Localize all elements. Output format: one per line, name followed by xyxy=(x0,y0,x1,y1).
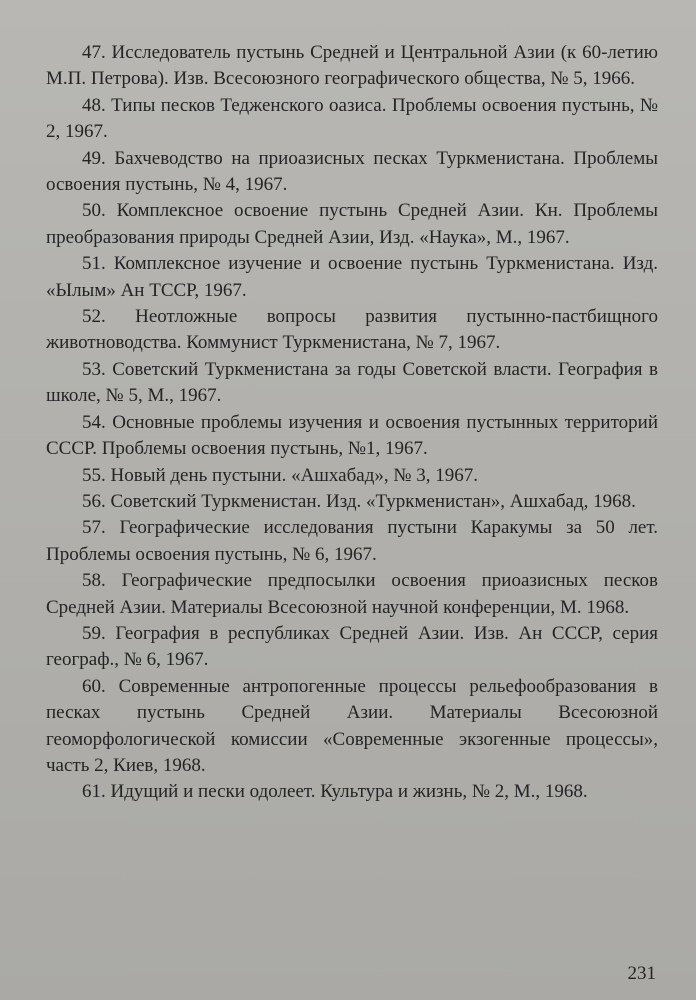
bibliography-entry: 55. Новый день пустыни. «Ашхабад», № 3, 1967. xyxy=(82,464,478,486)
bibliography-entry: 57. Географические исследования пустыни Каракумы за 50 лет. Проблемы освоения пустынь, № 6, 1967. xyxy=(46,517,658,565)
bibliography-entry: 50. Комплексное освоение пустынь Средней Азии. Кн. Проблемы преобразования природы Средней Азии, Изд. «Наука», М., 1967. xyxy=(46,200,658,248)
bibliography-entry: 59. География в республиках Средней Азии. Изв. Ан СССР, серия географ., № 6, 1967. xyxy=(46,622,658,671)
bibliography-entry: 52. Неотложные вопросы развития пустынно-пастбищного животноводства. Коммунист Туркменистана, № 7, 1967. xyxy=(46,306,658,354)
bibliography-entry: 48. Типы песков Тедженского оазиса. Проблемы освоения пустынь, № 2, 1967. xyxy=(46,94,658,143)
bibliography-entry: 61. Идущий и пески одолеет. Культура и жизнь, № 2, М., 1968. xyxy=(82,781,588,803)
bibliography-entry: 49. Бахчеводство на приоазисных песках Туркменистана. Проблемы освоения пустынь, № 4, 1967. xyxy=(46,147,658,196)
bibliography-entry: 54. Основные проблемы изучения и освоения пустынных территорий СССР. Проблемы освоения пустынь, №1, 1967. xyxy=(46,411,658,460)
bibliography-list xyxy=(46,40,658,806)
bibliography-entry: 47. Исследователь пустынь Средней и Центральной Азии (к 60-летию М.П. Петрова). Изв. Всесоюзного географического общества, № 5, 1966. xyxy=(46,42,658,90)
bibliography-entry: 53. Советский Туркменистана за годы Советской власти. География в школе, № 5, М., 1967. xyxy=(46,358,658,407)
page-number: 231 xyxy=(627,963,656,984)
bibliography-entry: 56. Советский Туркменистан. Изд. «Туркменистан», Ашхабад, 1968. xyxy=(82,490,636,512)
bibliography-entry: 60. Современные антропогенные процессы рельефообразования в песках пустынь Средней Азии. Материалы Всесоюзной геоморфологической комиссии «Современные экзогенные процессы», часть 2, Киев, 1968. xyxy=(46,675,658,776)
bibliography-entry: 58. Географические предпосылки освоения приоазисных песков Средней Азии. Материалы Всесоюзной научной конференции, М. 1968. xyxy=(46,570,658,618)
bibliography-entry: 51. Комплексное изучение и освоение пустынь Туркменистана. Изд. «Ылым» Ан ТССР, 1967. xyxy=(46,253,658,301)
